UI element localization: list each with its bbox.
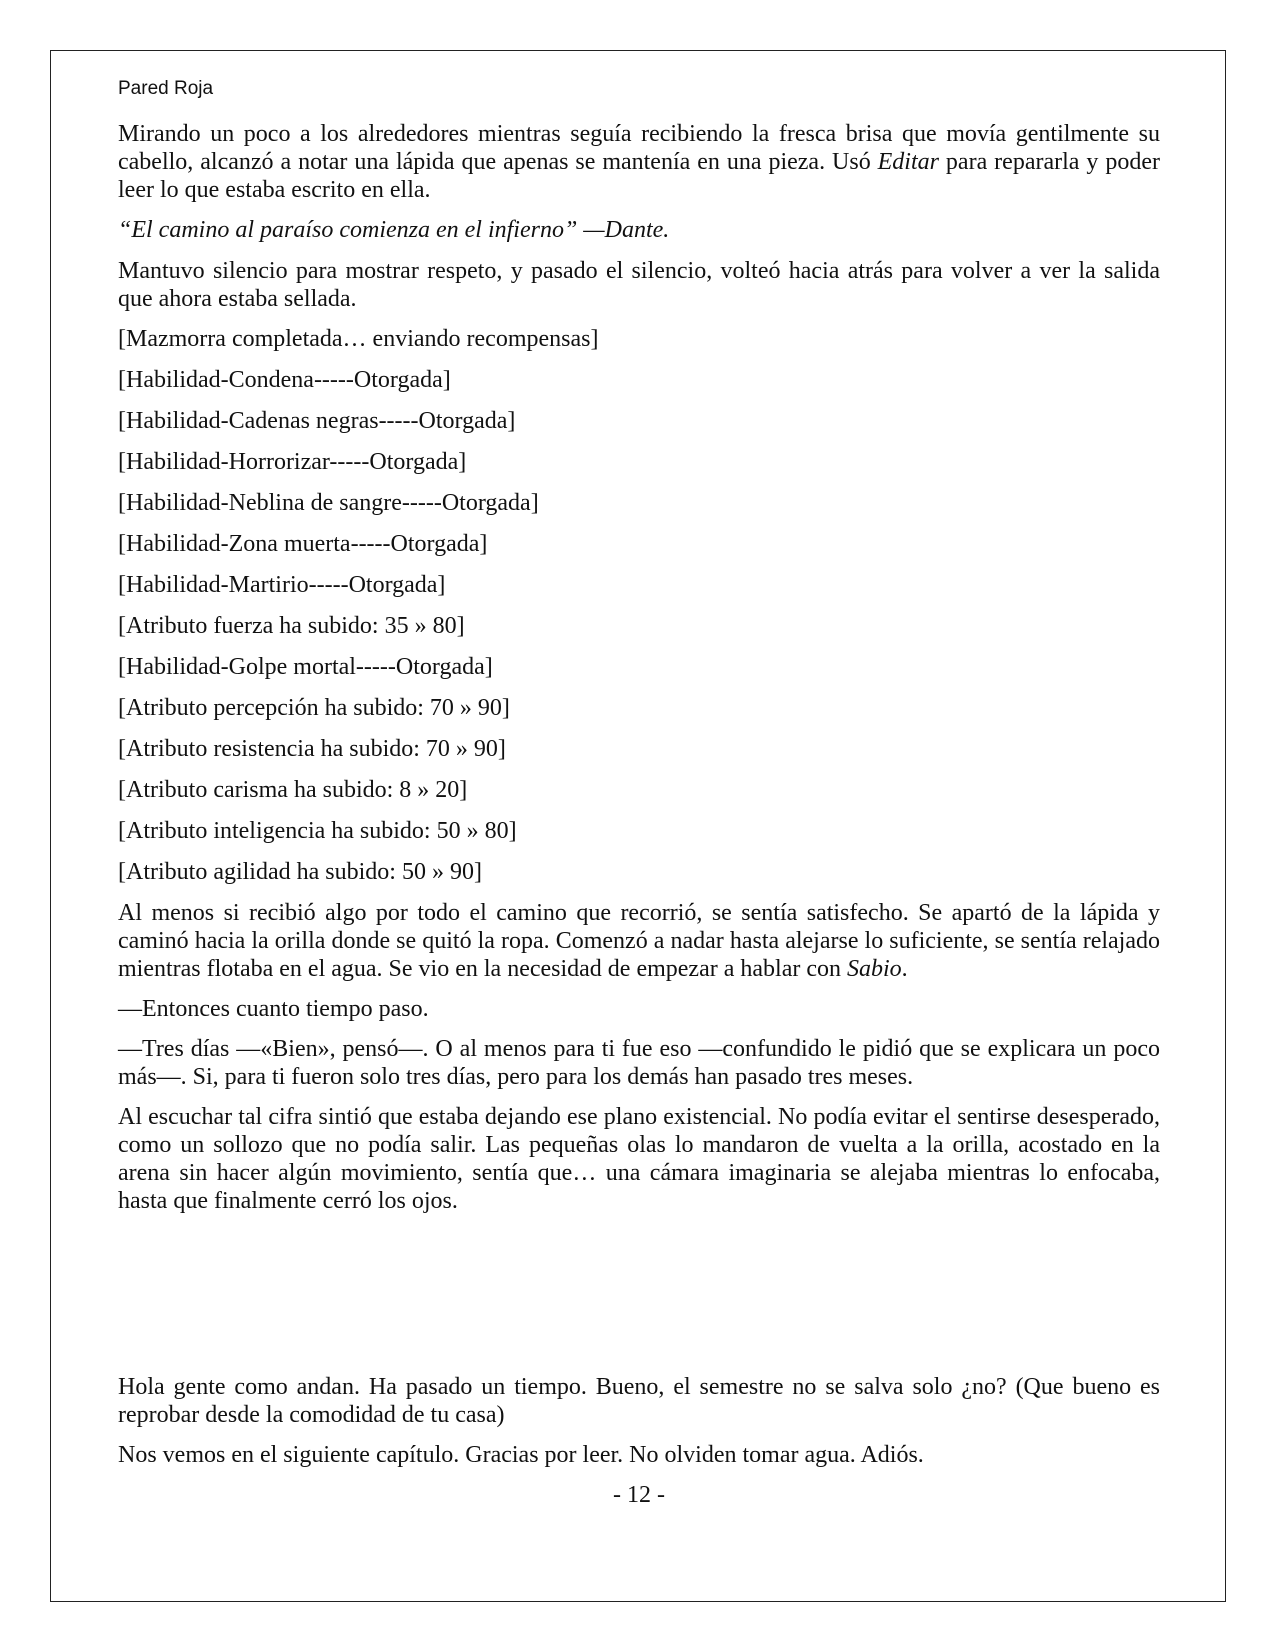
- system-line: [Mazmorra completada… enviando recompensas]: [118, 326, 599, 352]
- paragraph-satisfied: [118, 899, 1160, 983]
- system-line: [Atributo agilidad ha subido: 50 » 90]: [118, 859, 482, 885]
- text-run: .: [901, 956, 908, 982]
- epitaph-quote: “El camino al paraíso comienza en el infierno” —Dante.: [118, 217, 670, 243]
- system-line: [Atributo carisma ha subido: 8 » 20]: [118, 777, 468, 803]
- system-line: [Habilidad-Neblina de sangre-----Otorgada]: [118, 490, 539, 516]
- dialogue-line: —Entonces cuanto tiempo paso.: [118, 996, 429, 1022]
- system-line: [Atributo resistencia ha subido: 70 » 90]: [118, 736, 506, 762]
- system-line: [Habilidad-Horrorizar-----Otorgada]: [118, 449, 467, 475]
- dialogue-paragraph: —Tres días —«Bien», pensó—. O al menos para ti fue eso —confundido le pidió que se explicara un poco más—. Si, para ti fueron solo tres días, pero para los demás han pasado tres meses.: [118, 1036, 1160, 1090]
- text-run: para repararla y poder leer lo que estaba escrito en ella.: [118, 149, 1160, 203]
- system-line: [Atributo percepción ha subido: 70 » 90]: [118, 695, 510, 721]
- system-line: [Atributo fuerza ha subido: 35 » 80]: [118, 613, 465, 639]
- paragraph-silence: Mantuvo silencio para mostrar respeto, y pasado el silencio, volteó hacia atrás para volver a ver la salida que ahora estaba sellada.: [118, 258, 1160, 312]
- system-line: [Habilidad-Golpe mortal-----Otorgada]: [118, 654, 493, 680]
- text-run: Al menos si recibió algo por todo el camino que recorrió, se sentía satisfecho. Se apartó de la lápida y caminó hacia la orilla donde se quitó la ropa. Comenzó a nadar hasta alejarse lo suficiente, se sentía relajado mientras flotaba en el agua. Se vio en la necesidad de empezar a hablar con: [118, 900, 1160, 982]
- system-line: [Habilidad-Zona muerta-----Otorgada]: [118, 531, 488, 557]
- system-line: [Habilidad-Condena-----Otorgada]: [118, 367, 451, 393]
- page-number: - 12 -: [613, 1482, 665, 1508]
- running-header: Pared Roja: [118, 78, 214, 99]
- system-messages: [118, 325, 1160, 886]
- paragraph-ending: Al escuchar tal cifra sintió que estaba dejando ese plano existencial. No podía evitar el sentirse desesperado, como un sollozo que no podía salir. Las pequeñas olas lo mandaron de vuelta a la orilla, acostado en la arena sin hacer algún movimiento, sentía que… una cámara imaginaria se alejaba mientras lo enfocaba, hasta que finalmente cerró los ojos.: [118, 1104, 1160, 1214]
- system-line: [Habilidad-Cadenas negras-----Otorgada]: [118, 408, 516, 434]
- system-line: [Atributo inteligencia ha subido: 50 » 80]: [118, 818, 517, 844]
- paragraph-tombstone: [118, 120, 1160, 204]
- emphasis-sabio: Sabio: [847, 956, 902, 982]
- author-farewell: Nos vemos en el siguiente capítulo. Gracias por leer. No olviden tomar agua. Adiós.: [118, 1442, 924, 1468]
- page-content: [118, 72, 1160, 1509]
- author-note: Hola gente como andan. Ha pasado un tiempo. Bueno, el semestre no se salva solo ¿no? (Que bueno es reprobar desde la comodidad de tu casa): [118, 1374, 1160, 1428]
- section-spacer: [118, 1227, 1160, 1373]
- emphasis-editar: Editar: [877, 149, 939, 175]
- text-run: Mirando un poco a los alrededores mientras seguía recibiendo la fresca brisa que movía gentilmente su cabello, alcanzó a notar una lápida que apenas se mantenía en una pieza. Usó: [118, 121, 1160, 175]
- system-line: [Habilidad-Martirio-----Otorgada]: [118, 572, 446, 598]
